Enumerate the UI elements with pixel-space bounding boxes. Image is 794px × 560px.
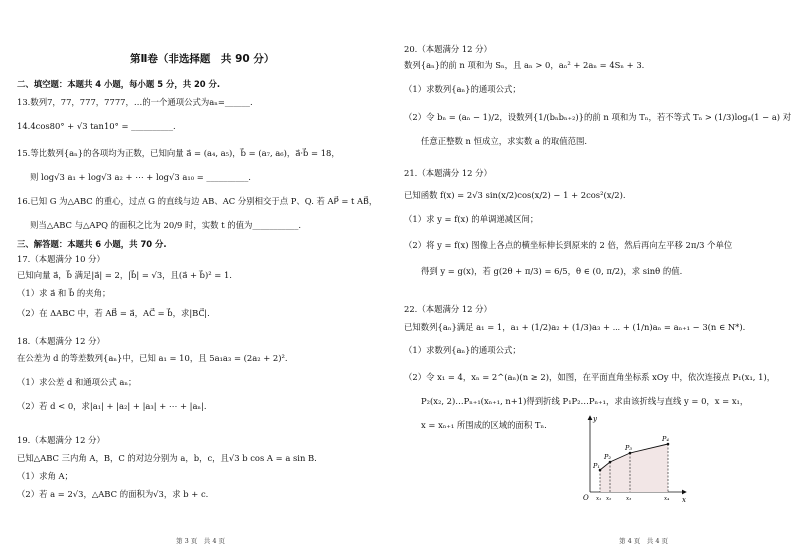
question-22-part1: （1）求数列{aₙ}的通项公式； <box>404 345 521 355</box>
x-axis-label: x <box>682 496 686 504</box>
question-18-part1: （1）求公差 d 和通项公式 aₙ； <box>17 377 137 387</box>
question-17-part1: （1）求 a⃗ 和 b⃗ 的夹角； <box>17 288 111 298</box>
point-p3 <box>629 452 632 455</box>
question-17-part2: （2）在 ΔABC 中，若 AB⃗ = a⃗，AC⃗ = b⃗，求|BC⃗|. <box>17 308 210 318</box>
question-14: 14.4cos80° + √3 tan10° = __________. <box>17 121 176 131</box>
point-p2 <box>609 461 612 464</box>
page-footer-left: 第 3 页 共 4 页 <box>176 537 226 545</box>
question-20-part1: （1）求数列{aₙ}的通项公式； <box>404 84 521 94</box>
question-20-part2-line2: 任意正整数 n 恒成立，求实数 a 的取值范围. <box>421 136 588 146</box>
question-22-stem: 已知数列{aₙ}满足 a₁ = 1，a₁ + (1/2)a₂ + (1/3)a₃ + ⋯ + (1/n)aₙ = aₙ₊₁ − 3(n ∈ N*). <box>404 322 746 332</box>
question-19-stem: 已知△ABC 三内角 A，B，C 的对边分别为 a，b，c，且√3 b cos A = a sin B. <box>17 453 317 463</box>
question-18-heading: 18.（本题满分 12 分） <box>17 336 105 346</box>
question-17-heading: 17.（本题满分 10 分） <box>17 254 105 264</box>
fill-in-section-heading: 二、填空题：本题共 4 小题，每小题 5 分，共 20 分. <box>17 79 221 89</box>
point-p4 <box>667 443 670 446</box>
page-footer-right: 第 4 页 共 4 页 <box>619 537 669 545</box>
question-22-part2-line2: P₂(x₂, 2)…Pₙ₊₁(xₙ₊₁, n+1)得到折线 P₁P₂…Pₙ₊₁，求由该折线与直线 y = 0，x = x₁， <box>421 396 749 406</box>
tick-x4: x₄ <box>664 496 670 502</box>
question-22-part2-line3: x = xₙ₊₁ 所围成的区域的面积 Tₙ. <box>421 420 547 430</box>
question-16-line2: 则当△ABC 与△APQ 的面积之比为 20/9 时，实数 t 的值为___________. <box>30 220 302 230</box>
question-22-part2-line1: （2）令 x₁ = 4，xₙ = 2^(aₙ)(n ≥ 2)，如图，在平面直角坐标系 xOy 中，依次连接点 P₁(x₁, 1)， <box>404 372 776 382</box>
answer-section-heading: 三、解答题：本题共 6 小题，共 70 分. <box>17 239 167 249</box>
label-p3: P₃ <box>625 444 632 452</box>
origin-label: O <box>583 494 589 502</box>
tick-x2: x₂ <box>606 496 612 502</box>
tick-x3: x₃ <box>626 496 632 502</box>
question-18-stem: 在公差为 d 的等差数列{aₙ}中，已知 a₁ = 10，且 5a₁a₃ = (2a₂ + 2)². <box>17 353 288 363</box>
question-15-line2: 则 log√3 a₁ + log√3 a₂ + ⋯ + log√3 a₁₀ = __________. <box>30 172 251 182</box>
question-18-part2: （2）若 d < 0，求|a₁| + |a₂| + |a₃| + ⋯ + |aₙ|. <box>17 401 207 411</box>
label-p4: P₄ <box>662 435 669 443</box>
question-20-part2-line1: （2）令 bₙ = (aₙ − 1)/2，设数列{1/(bₙbₙ₊₂)}的前 n 项和为 Tₙ，若不等式 Tₙ > (1/3)logₐ(1 − a) 对 <box>404 112 792 122</box>
question-20-heading: 20.（本题满分 12 分） <box>404 44 492 54</box>
question-21-part1: （1）求 y = f(x) 的单调递减区间； <box>404 214 539 224</box>
label-p1: P₁ <box>593 462 600 470</box>
question-20-stem: 数列{aₙ}的前 n 项和为 Sₙ，且 aₙ > 0，aₙ² + 2aₙ = 4Sₙ + 3. <box>404 60 645 70</box>
question-19-part1: （1）求角 A； <box>17 471 73 481</box>
question-19-part2: （2）若 a = 2√3，△ABC 的面积为√3，求 b + c. <box>17 489 209 499</box>
tick-x1: x₁ <box>596 496 602 502</box>
question-15-line1: 15.等比数列{aₙ}的各项均为正数，已知向量 a⃗ = (a₄, a₅)，b⃗ = (a₇, a₆)，a⃗·b⃗ = 18， <box>17 148 340 158</box>
question-21-heading: 21.（本题满分 12 分） <box>404 168 492 178</box>
question-13: 13.数列7，77，777，7777，…的一个通项公式为aₙ=______. <box>17 97 253 107</box>
question-21-part2-line1: （2）将 y = f(x) 图像上各点的横坐标伸长到原来的 2 倍，然后再向左平移 2π/3 个单位 <box>404 240 733 250</box>
y-axis-label: y <box>593 415 597 423</box>
label-p2: P₂ <box>604 453 611 461</box>
question-22-heading: 22.（本题满分 12 分） <box>404 304 492 314</box>
question-17-stem: 已知向量 a⃗，b⃗ 满足|a⃗| = 2，|b⃗| = √3，且(a⃗ + b⃗)² = 1. <box>17 270 232 280</box>
question-19-heading: 19.（本题满分 12 分） <box>17 435 105 445</box>
section-title: 第Ⅱ卷（非选择题 共 90 分） <box>130 53 275 65</box>
polyline-figure <box>580 412 690 504</box>
question-21-part2-line2: 得到 y = g(x)，若 g(2θ + π/3) = 6/5，θ ∈ (0, π/2)，求 sinθ 的值. <box>421 266 683 276</box>
question-16-line1: 16.已知 G 为△ABC 的重心，过点 G 的直线与边 AB、AC 分别相交于点 P、Q. 若 AP⃗ = t AB⃗， <box>17 196 378 206</box>
question-21-stem: 已知函数 f(x) = 2√3 sin(x/2)cos(x/2) − 1 + 2cos²(x/2). <box>404 190 626 200</box>
